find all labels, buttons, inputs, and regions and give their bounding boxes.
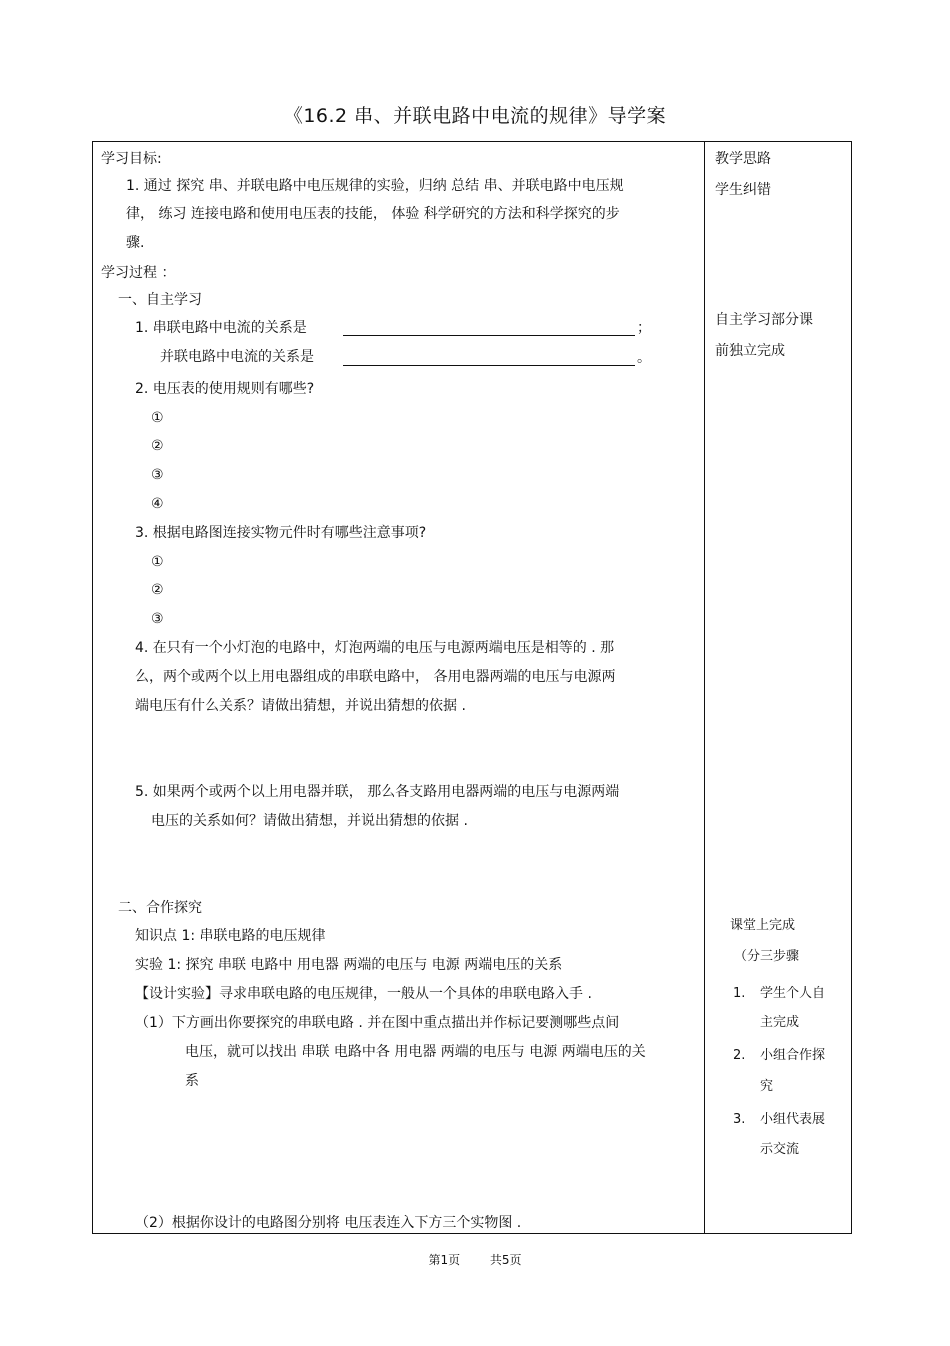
question-1-series: 1. 串联电路中电流的关系是 <box>135 320 307 336</box>
column-divider <box>704 141 705 1234</box>
design-experiment: 【设计实验】寻求串联电路的电压规律，一般从一个具体的串联电路入手 . <box>135 986 592 1002</box>
side-teaching-idea: 教学思路 <box>715 151 771 167</box>
q2-item-4: ④ <box>151 496 164 512</box>
lesson-table <box>92 141 852 1234</box>
section-cooperative: 二、合作探究 <box>118 900 202 916</box>
answer-blank-series <box>343 335 635 336</box>
question-1-series-end: ； <box>637 320 651 336</box>
side-step-1-num: 1. <box>733 986 746 1001</box>
process-heading: 学习过程 ： <box>101 265 176 281</box>
side-step-2-text-2: 究 <box>760 1079 774 1094</box>
step-1-line-2: 电压，就可以找出 串联 电路中各 用电器 两端的电压与 电源 两端电压的关 <box>185 1044 646 1060</box>
q2-item-3: ③ <box>151 467 164 483</box>
answer-blank-parallel <box>343 365 635 366</box>
question-5-line-1: 5. 如果两个或两个以上用电器并联， 那么各支路用电器两端的电压与电源两端 <box>135 784 620 800</box>
side-self-study-line-2: 前独立完成 <box>715 343 785 359</box>
side-step-2-num: 2. <box>733 1048 746 1063</box>
experiment-1: 实验 1: 探究 串联 电路中 用电器 两端的电压与 电源 两端电压的关系 <box>135 957 563 973</box>
q2-item-2: ② <box>151 438 164 454</box>
q3-item-3: ③ <box>151 611 164 627</box>
side-step-1-text-1: 学生个人自 <box>760 986 826 1001</box>
section-self-study: 一、自主学习 <box>118 292 202 308</box>
objectives-line-3: 骤. <box>126 235 145 251</box>
side-step-3-num: 3. <box>733 1112 746 1127</box>
question-4-line-3: 端电压有什么关系？请做出猜想，并说出猜想的依据 . <box>135 698 466 714</box>
q2-item-1: ① <box>151 410 164 426</box>
question-3: 3. 根据电路图连接实物元件时有哪些注意事项? <box>135 525 427 541</box>
question-1-parallel-end: 。 <box>637 350 651 366</box>
q3-item-2: ② <box>151 582 164 598</box>
objectives-line-1: 1. 通过 探究 串、并联电路中电压规律的实验，归纳 总结 串、并联电路中电压规 <box>126 178 624 194</box>
page-footer <box>0 1251 950 1268</box>
question-4-line-2: 么，两个或两个以上用电器组成的串联电路中， 各用电器两端的电压与电源两 <box>135 669 616 685</box>
side-step-3-text-1: 小组代表展 <box>760 1112 826 1127</box>
step-1-line-3: 系 <box>185 1073 199 1089</box>
side-class-line-2: （分三步骤 <box>734 949 800 964</box>
question-5-line-2: 电压的关系如何？请做出猜想，并说出猜想的依据 . <box>151 813 468 829</box>
question-2: 2. 电压表的使用规则有哪些? <box>135 381 315 397</box>
side-self-study-line-1: 自主学习部分课 <box>715 312 813 328</box>
q3-item-1: ① <box>151 554 164 570</box>
question-1-parallel: 并联电路中电流的关系是 <box>160 349 314 365</box>
objectives-line-2: 律， 练习 连接电路和使用电压表的技能， 体验 科学研究的方法和科学探究的步 <box>126 206 620 222</box>
step-1-line-1: （1）下方画出你要探究的串联电路 . 并在图中重点描出并作标记要测哪些点间 <box>135 1015 620 1031</box>
question-4-line-1: 4. 在只有一个小灯泡的电路中，灯泡两端的电压与电源两端电压是相等的 . 那 <box>135 640 615 656</box>
side-step-3-text-2: 示交流 <box>760 1142 800 1157</box>
side-class-line-1: 课堂上完成 <box>730 918 796 933</box>
knowledge-point-1: 知识点 1: 串联电路的电压规律 <box>135 928 326 944</box>
side-error-correction: 学生纠错 <box>715 182 771 198</box>
page-total: 共5页 <box>489 1253 522 1267</box>
objectives-heading: 学习目标: <box>101 151 162 167</box>
document-title: 《16.2 串、并联电路中电流的规律》导学案 <box>283 105 667 127</box>
side-step-1-text-2: 主完成 <box>760 1015 800 1030</box>
page-number: 第1页 <box>428 1253 461 1267</box>
side-step-2-text-1: 小组合作探 <box>760 1048 826 1063</box>
step-2: （2）根据你设计的电路图分别将 电压表连入下方三个实物图 . <box>135 1215 522 1231</box>
